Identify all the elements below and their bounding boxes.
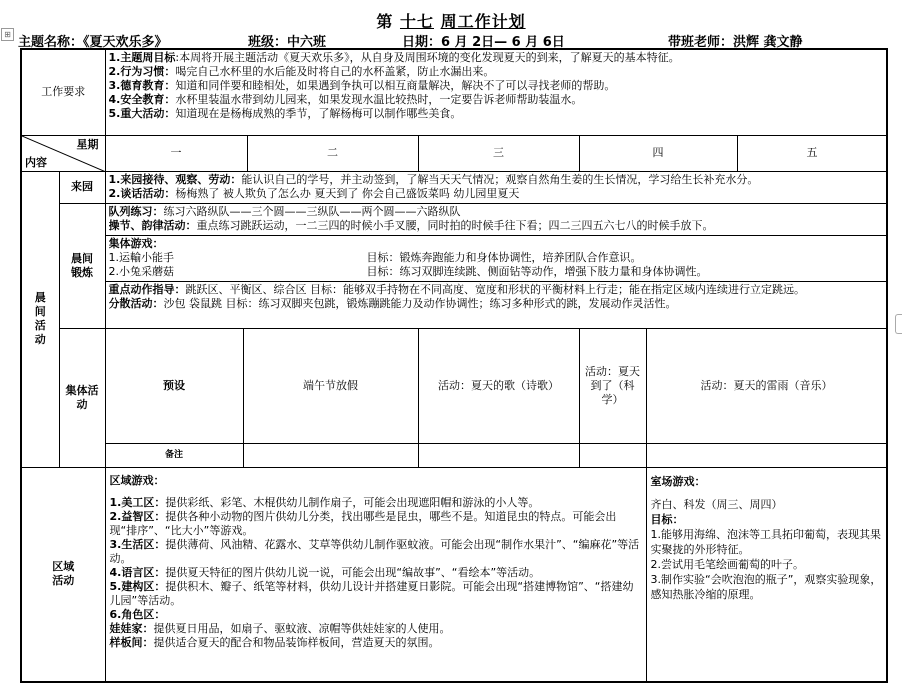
collective-label: 集体活动 <box>59 328 105 467</box>
focus-content: 重点动作指导：跳跃区、平衡区、综合区 目标：能够双手持物在不同高度、宽度和形状的平衡材料上行走；能在指定区域内连续进行立定跳远。 分散活动：沙包 袋鼠跳 目标：练习双脚夹包跳，锻炼蹦跳能力及动作协调性；练习多种形式的跳，发展动作灵活性。 <box>105 281 887 328</box>
theme-name: 主题名称：《夏天欢乐多》 <box>18 35 168 50</box>
collective-notes-row <box>21 443 887 467</box>
weekly-plan-table <box>20 48 888 683</box>
req-item: 5.重大活动：知道现在是杨梅成熟的季节，了解杨梅可以制作哪些美食。 <box>108 107 462 120</box>
area-label: 区域活动 <box>21 467 105 682</box>
area-games-content: 区域游戏： 1.美工区：提供彩纸、彩笔、木棍供幼儿制作扇子，可能会出现遮阳帽和游泳的小人等。 2.益智区：提供各种小动物的图片供幼儿分类，找出哪些是昆虫，哪些不是。知道昆虫的特点。可能会出现“排序”、“比大小”等游戏。 3.生活区：提供薄荷、风油精、花露水、艾草等供幼儿制作驱蚊液。可能会出现“制作水果汁”、“编麻花”等活动。 4.语言区：提供夏天特征的图片供幼儿说一说，可能会出现“编故事”、“看绘本”等活动。 5.建构区：提供积木、瓣子、纸笔等材料，供幼儿设计并搭建夏日影院。可能会出现“搭建博物馆”、“搭建幼儿园”等活动。 6.角色区： 娃娃家：提供夏日用品，如扇子、驱蚊液、凉帽等供娃娃家的人使用。 样板间：提供适合夏天的配合和物品装饰样板间，营造夏天的氛围。 <box>105 467 646 682</box>
arrival-label: 来园 <box>59 171 105 203</box>
preset-wed: 活动：夏天到了（科学） <box>579 328 646 443</box>
preset-mon: 端午节放假 <box>243 328 418 443</box>
area-row <box>21 467 887 682</box>
games-row <box>21 235 887 281</box>
notes-tue[interactable] <box>418 443 579 467</box>
notes-thu[interactable] <box>646 443 887 467</box>
notes-label: 备注 <box>105 443 243 467</box>
req-item: 3.德育教育：知道和同伴要和睦相处，如果遇到争执可以相互商量解决，解决不了可以寻找老师的帮助。 <box>108 79 616 92</box>
day-header-tue: 二 <box>247 135 418 171</box>
day-header-mon: 一 <box>105 135 247 171</box>
requirements-content <box>105 49 887 135</box>
collective-preset-row <box>21 328 887 443</box>
day-header-thu: 四 <box>579 135 737 171</box>
header-row <box>0 31 902 49</box>
day-header-wed: 三 <box>418 135 579 171</box>
area-room-content: 室场游戏： 齐白、科发（周三、周四） 目标： 1.能够用海绵、泡沫等工具拓印葡萄，表现其果实聚拢的外形特征。 2.尝试用毛笔绘画葡萄的叶子。 3.制作实验“会吹泡泡的瓶子”，观察实验现象，感知热胀冷缩的原理。 <box>646 467 887 682</box>
exercise-label: 晨间锻炼 <box>59 203 105 328</box>
preset-thu: 活动：夏天的雷雨（音乐） <box>646 328 887 443</box>
date-range: 日期：6 月 2日— 6 月 6日 <box>402 35 565 50</box>
arrival-content: 1.来园接待、观察、劳动：能认识自己的学号，并主动签到，了解当天天气情况；观察自然角生姜的生长情况，学习给生长补充水分。 2.谈话活动：杨梅熟了 被人欺负了怎么办 夏天到了 你会自己盛饭菜吗 幼儿园里夏天 <box>105 171 887 203</box>
notes-mon[interactable] <box>243 443 418 467</box>
req-item: 2.行为习惯：喝完自己水杯里的水后能及时将自己的水杯盖紧，防止水漏出来。 <box>108 65 495 78</box>
requirements-label: 工作要求 <box>21 49 105 135</box>
corner-bottom-label: 内容 <box>25 155 47 169</box>
preset-tue: 活动：夏天的歌（诗歌） <box>418 328 579 443</box>
notes-wed[interactable] <box>579 443 646 467</box>
day-header-fri: 五 <box>737 135 887 171</box>
weekday-corner <box>21 135 105 171</box>
page-side-tab[interactable] <box>895 314 902 334</box>
weekday-row <box>21 135 887 171</box>
table-move-handle[interactable]: ⊞ <box>1 28 14 41</box>
teachers: 带班老师：洪辉 龚文静 <box>668 35 803 50</box>
corner-top-label: 星期 <box>76 137 99 151</box>
req-item: 4.安全教育：水杯里装温水带到幼儿园来，如果发现水温比较热时，一定要告诉老师帮助装温水。 <box>108 93 583 106</box>
arrival-row <box>21 171 887 203</box>
page-title: 第 十七 周工作计划 <box>376 12 526 31</box>
exercise-row <box>21 203 887 235</box>
requirements-row <box>21 49 887 135</box>
preset-label: 预设 <box>105 328 243 443</box>
class-name: 班级：中六班 <box>248 35 327 50</box>
req-item: 1.主题周目标:本周将开展主题活动《夏天欢乐多》，从自身及周围环境的变化发现夏天的到来，了解夏天的基本特征。 <box>108 51 680 64</box>
morning-label: 晨间活动 <box>21 171 59 467</box>
games-content: 集体游戏： 1.运輸小能手 目标：锻炼奔跑能力和身体协调性，培养团队合作意识。 2.小兔采蘑菇 目标：练习双脚连续跳、侧面钻等动作，增强下肢力量和身体协调性。 <box>105 235 887 281</box>
focus-row <box>21 281 887 328</box>
exercise-content: 队列练习：练习六路纵队——三个圆——三纵队——两个圆——六路纵队 操节、韵律活动：重点练习跳跃运动，一二三四的时候小手叉腰，同时拍的时候手往下看；四二三四五六七八的时候手放下。 <box>105 203 887 235</box>
